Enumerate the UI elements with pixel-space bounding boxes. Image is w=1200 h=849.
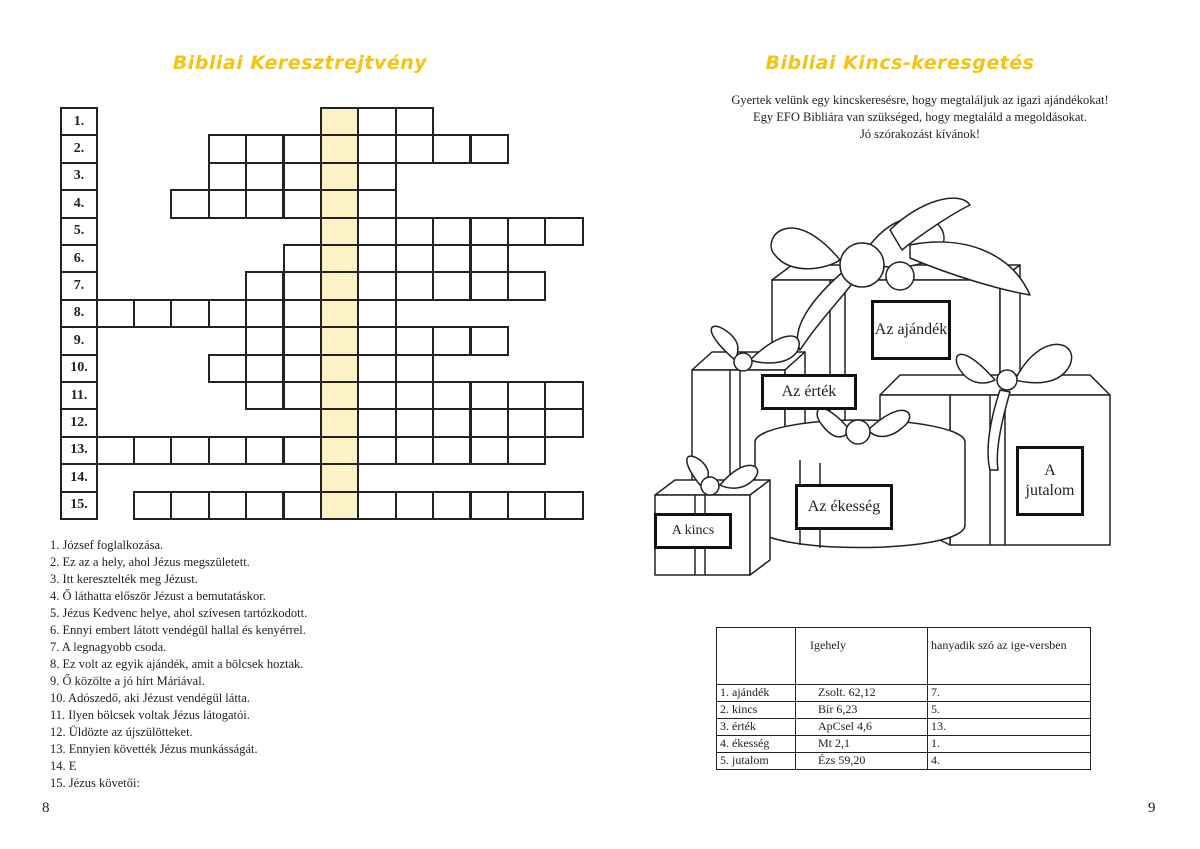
crossword-cell[interactable] bbox=[470, 326, 509, 355]
crossword-cell[interactable] bbox=[357, 107, 396, 136]
crossword-cell[interactable] bbox=[170, 436, 209, 465]
gift-label-ekesseg: Az ékesség bbox=[795, 484, 893, 530]
crossword-cell[interactable] bbox=[208, 299, 247, 328]
crossword-cell[interactable] bbox=[395, 408, 434, 437]
crossword-cell[interactable] bbox=[507, 217, 546, 246]
crossword-cell[interactable] bbox=[357, 217, 396, 246]
intro-line: Egy EFO Bibliára van szükséged, hogy megtaláld a megoldásokat. bbox=[753, 110, 1087, 124]
crossword-cell[interactable] bbox=[245, 189, 284, 218]
crossword-cell[interactable] bbox=[283, 491, 322, 520]
crossword-cell[interactable] bbox=[283, 354, 322, 383]
table-cell: 13. bbox=[928, 719, 1091, 736]
crossword-cell[interactable] bbox=[320, 271, 359, 300]
crossword-cell[interactable] bbox=[208, 189, 247, 218]
crossword-cell[interactable] bbox=[395, 134, 434, 163]
table-row bbox=[717, 702, 1091, 719]
crossword-cell[interactable] bbox=[320, 381, 359, 410]
clue-item: 6. Ennyi embert látott vendégül hallal és kenyérrel. bbox=[50, 623, 306, 637]
crossword-cell[interactable] bbox=[245, 134, 284, 163]
clue-list bbox=[50, 537, 570, 792]
crossword-cell[interactable] bbox=[470, 408, 509, 437]
intro-line: Jó szórakozást kívánok! bbox=[859, 127, 981, 141]
crossword-cell[interactable] bbox=[283, 134, 322, 163]
table-cell: Mt 2,1 bbox=[796, 736, 928, 753]
clue-item: 12. Üldözte az újszülötteket. bbox=[50, 725, 193, 739]
crossword-row-number: 13. bbox=[60, 436, 98, 465]
crossword-cell[interactable] bbox=[432, 134, 471, 163]
clue-item: 4. Ő láthatta először Jézust a bemutatáskor. bbox=[50, 589, 266, 603]
clue-item: 15. Jézus követői: bbox=[50, 776, 140, 790]
crossword-cell[interactable] bbox=[133, 299, 172, 328]
crossword-cell[interactable] bbox=[432, 271, 471, 300]
crossword-cell[interactable] bbox=[320, 217, 359, 246]
bible-reference-table bbox=[716, 627, 1091, 770]
table-row bbox=[717, 719, 1091, 736]
table-cell: 7. bbox=[928, 685, 1091, 702]
table-cell: Bír 6,23 bbox=[796, 702, 928, 719]
crossword-cell[interactable] bbox=[245, 491, 284, 520]
crossword-row-number: 14. bbox=[60, 463, 98, 492]
crossword-cell[interactable] bbox=[395, 326, 434, 355]
crossword-cell[interactable] bbox=[320, 162, 359, 191]
crossword-cell[interactable] bbox=[208, 436, 247, 465]
crossword-cell[interactable] bbox=[320, 326, 359, 355]
table-cell: ApCsel 4,6 bbox=[796, 719, 928, 736]
crossword-cell[interactable] bbox=[170, 189, 209, 218]
crossword-row-number: 12. bbox=[60, 408, 98, 437]
crossword-cell[interactable] bbox=[357, 189, 396, 218]
page-number-left: 8 bbox=[42, 800, 50, 816]
crossword-cell[interactable] bbox=[245, 299, 284, 328]
table-cell: 2. kincs bbox=[717, 702, 796, 719]
crossword-row-number: 11. bbox=[60, 381, 98, 410]
crossword-cell[interactable] bbox=[357, 491, 396, 520]
crossword-cell[interactable] bbox=[395, 107, 434, 136]
crossword-cell[interactable] bbox=[133, 436, 172, 465]
crossword-row-number: 9. bbox=[60, 326, 98, 355]
crossword-cell[interactable] bbox=[320, 107, 359, 136]
crossword-cell[interactable] bbox=[283, 271, 322, 300]
crossword-grid bbox=[0, 0, 600, 540]
clue-item: 10. Adószedő, aki Jézust vendégül látta. bbox=[50, 691, 250, 705]
crossword-cell[interactable] bbox=[432, 244, 471, 273]
crossword-cell[interactable] bbox=[507, 491, 546, 520]
crossword-cell[interactable] bbox=[208, 354, 247, 383]
crossword-cell[interactable] bbox=[544, 381, 583, 410]
gift-illustration bbox=[640, 180, 1120, 590]
table-header-cell: Igehely bbox=[796, 628, 928, 685]
table-cell: Zsolt. 62,12 bbox=[796, 685, 928, 702]
crossword-cell[interactable] bbox=[470, 491, 509, 520]
crossword-cell[interactable] bbox=[283, 189, 322, 218]
crossword-cell[interactable] bbox=[432, 217, 471, 246]
crossword-cell[interactable] bbox=[283, 381, 322, 410]
table-cell: 4. bbox=[928, 753, 1091, 770]
crossword-cell[interactable] bbox=[470, 134, 509, 163]
crossword-cell[interactable] bbox=[507, 381, 546, 410]
crossword-cell[interactable] bbox=[320, 354, 359, 383]
crossword-cell[interactable] bbox=[395, 354, 434, 383]
crossword-row-number: 3. bbox=[60, 162, 98, 191]
gift-label-jutalom: A jutalom bbox=[1016, 446, 1084, 516]
crossword-cell[interactable] bbox=[208, 134, 247, 163]
crossword-cell[interactable] bbox=[283, 299, 322, 328]
crossword-cell[interactable] bbox=[320, 134, 359, 163]
intro-text bbox=[660, 92, 1180, 143]
crossword-cell[interactable] bbox=[432, 491, 471, 520]
crossword-cell[interactable] bbox=[395, 381, 434, 410]
crossword-cell[interactable] bbox=[544, 408, 583, 437]
crossword-cell[interactable] bbox=[507, 408, 546, 437]
crossword-cell[interactable] bbox=[544, 491, 583, 520]
crossword-row-number: 10. bbox=[60, 354, 98, 383]
treasure-hunt-title: Bibliai Kincs-keresgetés bbox=[765, 52, 1035, 74]
clue-item: 11. Ilyen bölcsek voltak Jézus látogatói. bbox=[50, 708, 250, 722]
crossword-cell[interactable] bbox=[283, 436, 322, 465]
table-row bbox=[717, 685, 1091, 702]
crossword-cell[interactable] bbox=[507, 436, 546, 465]
table-cell: 5. bbox=[928, 702, 1091, 719]
crossword-cell[interactable] bbox=[432, 326, 471, 355]
clue-item: 5. Jézus Kedvenc helye, ahol szívesen tartózkodott. bbox=[50, 606, 308, 620]
crossword-row-number: 6. bbox=[60, 244, 98, 273]
crossword-cell[interactable] bbox=[544, 217, 583, 246]
crossword-cell[interactable] bbox=[245, 381, 284, 410]
crossword-row-number: 5. bbox=[60, 217, 98, 246]
crossword-cell[interactable] bbox=[245, 354, 284, 383]
crossword-cell[interactable] bbox=[170, 491, 209, 520]
crossword-cell[interactable] bbox=[357, 271, 396, 300]
crossword-cell[interactable] bbox=[208, 162, 247, 191]
crossword-cell[interactable] bbox=[470, 217, 509, 246]
crossword-cell[interactable] bbox=[357, 244, 396, 273]
crossword-row-number: 1. bbox=[60, 107, 98, 136]
crossword-cell[interactable] bbox=[395, 491, 434, 520]
table-cell: Ézs 59,20 bbox=[796, 753, 928, 770]
crossword-cell[interactable] bbox=[357, 436, 396, 465]
table-cell: 3. érték bbox=[717, 719, 796, 736]
crossword-cell[interactable] bbox=[320, 463, 359, 492]
crossword-cell[interactable] bbox=[245, 271, 284, 300]
crossword-cell[interactable] bbox=[357, 326, 396, 355]
table-row bbox=[717, 753, 1091, 770]
crossword-cell[interactable] bbox=[96, 299, 135, 328]
crossword-cell[interactable] bbox=[245, 162, 284, 191]
crossword-cell[interactable] bbox=[395, 217, 434, 246]
crossword-row-number: 2. bbox=[60, 134, 98, 163]
table-header-cell: hanyadik szó az ige-versben bbox=[928, 628, 1091, 685]
crossword-cell[interactable] bbox=[320, 491, 359, 520]
crossword-cell[interactable] bbox=[395, 271, 434, 300]
crossword-cell[interactable] bbox=[357, 354, 396, 383]
clue-item: 2. Ez az a hely, ahol Jézus megszületett. bbox=[50, 555, 250, 569]
crossword-row-number: 8. bbox=[60, 299, 98, 328]
crossword-cell[interactable] bbox=[320, 299, 359, 328]
crossword-row-number: 7. bbox=[60, 271, 98, 300]
intro-line: Gyertek velünk egy kincskeresésre, hogy megtaláljuk az igazi ajándékokat! bbox=[731, 93, 1109, 107]
crossword-cell[interactable] bbox=[133, 491, 172, 520]
clue-item: 14. E bbox=[50, 759, 77, 773]
crossword-cell[interactable] bbox=[470, 244, 509, 273]
table-cell: 5. jutalom bbox=[717, 753, 796, 770]
table-cell: 1. bbox=[928, 736, 1091, 753]
crossword-cell[interactable] bbox=[357, 381, 396, 410]
table-header-cell bbox=[717, 628, 796, 685]
crossword-row-number: 4. bbox=[60, 189, 98, 218]
crossword-cell[interactable] bbox=[357, 134, 396, 163]
table-cell: 1. ajándék bbox=[717, 685, 796, 702]
clue-item: 3. Itt keresztelték meg Jézust. bbox=[50, 572, 198, 586]
table-row bbox=[717, 736, 1091, 753]
crossword-cell[interactable] bbox=[432, 408, 471, 437]
crossword-cell[interactable] bbox=[320, 244, 359, 273]
table-header-row bbox=[717, 628, 1091, 685]
crossword-cell[interactable] bbox=[245, 326, 284, 355]
crossword-cell[interactable] bbox=[320, 408, 359, 437]
clue-item: 7. A legnagyobb csoda. bbox=[50, 640, 167, 654]
crossword-cell[interactable] bbox=[208, 491, 247, 520]
crossword-cell[interactable] bbox=[357, 408, 396, 437]
gift-label-ajandek: Az ajándék bbox=[871, 300, 951, 360]
crossword-cell[interactable] bbox=[357, 162, 396, 191]
crossword-title: Bibliai Keresztrejtvény bbox=[172, 52, 428, 74]
crossword-cell[interactable] bbox=[432, 381, 471, 410]
page-number-right: 9 bbox=[1148, 800, 1156, 816]
crossword-cell[interactable] bbox=[170, 299, 209, 328]
crossword-cell[interactable] bbox=[470, 381, 509, 410]
crossword-cell[interactable] bbox=[357, 299, 396, 328]
crossword-cell[interactable] bbox=[245, 436, 284, 465]
crossword-cell[interactable] bbox=[470, 271, 509, 300]
crossword-cell[interactable] bbox=[320, 436, 359, 465]
gift-label-kincs: A kincs bbox=[654, 513, 732, 549]
crossword-cell[interactable] bbox=[320, 189, 359, 218]
crossword-cell[interactable] bbox=[283, 326, 322, 355]
crossword-cell[interactable] bbox=[283, 162, 322, 191]
clue-item: 9. Ő közölte a jó hírt Máriával. bbox=[50, 674, 205, 688]
crossword-row-number: 15. bbox=[60, 491, 98, 520]
crossword-cell[interactable] bbox=[283, 244, 322, 273]
crossword-cell[interactable] bbox=[470, 436, 509, 465]
gift-label-ertek: Az érték bbox=[761, 374, 857, 410]
crossword-cell[interactable] bbox=[395, 436, 434, 465]
clue-item: 1. József foglalkozása. bbox=[50, 538, 164, 552]
crossword-cell[interactable] bbox=[507, 271, 546, 300]
crossword-cell[interactable] bbox=[395, 244, 434, 273]
crossword-cell[interactable] bbox=[96, 436, 135, 465]
clue-item: 13. Ennyien követték Jézus munkásságát. bbox=[50, 742, 258, 756]
clue-item: 8. Ez volt az egyik ajándék, amit a bölcsek hoztak. bbox=[50, 657, 304, 671]
table-cell: 4. ékesség bbox=[717, 736, 796, 753]
crossword-cell[interactable] bbox=[432, 436, 471, 465]
